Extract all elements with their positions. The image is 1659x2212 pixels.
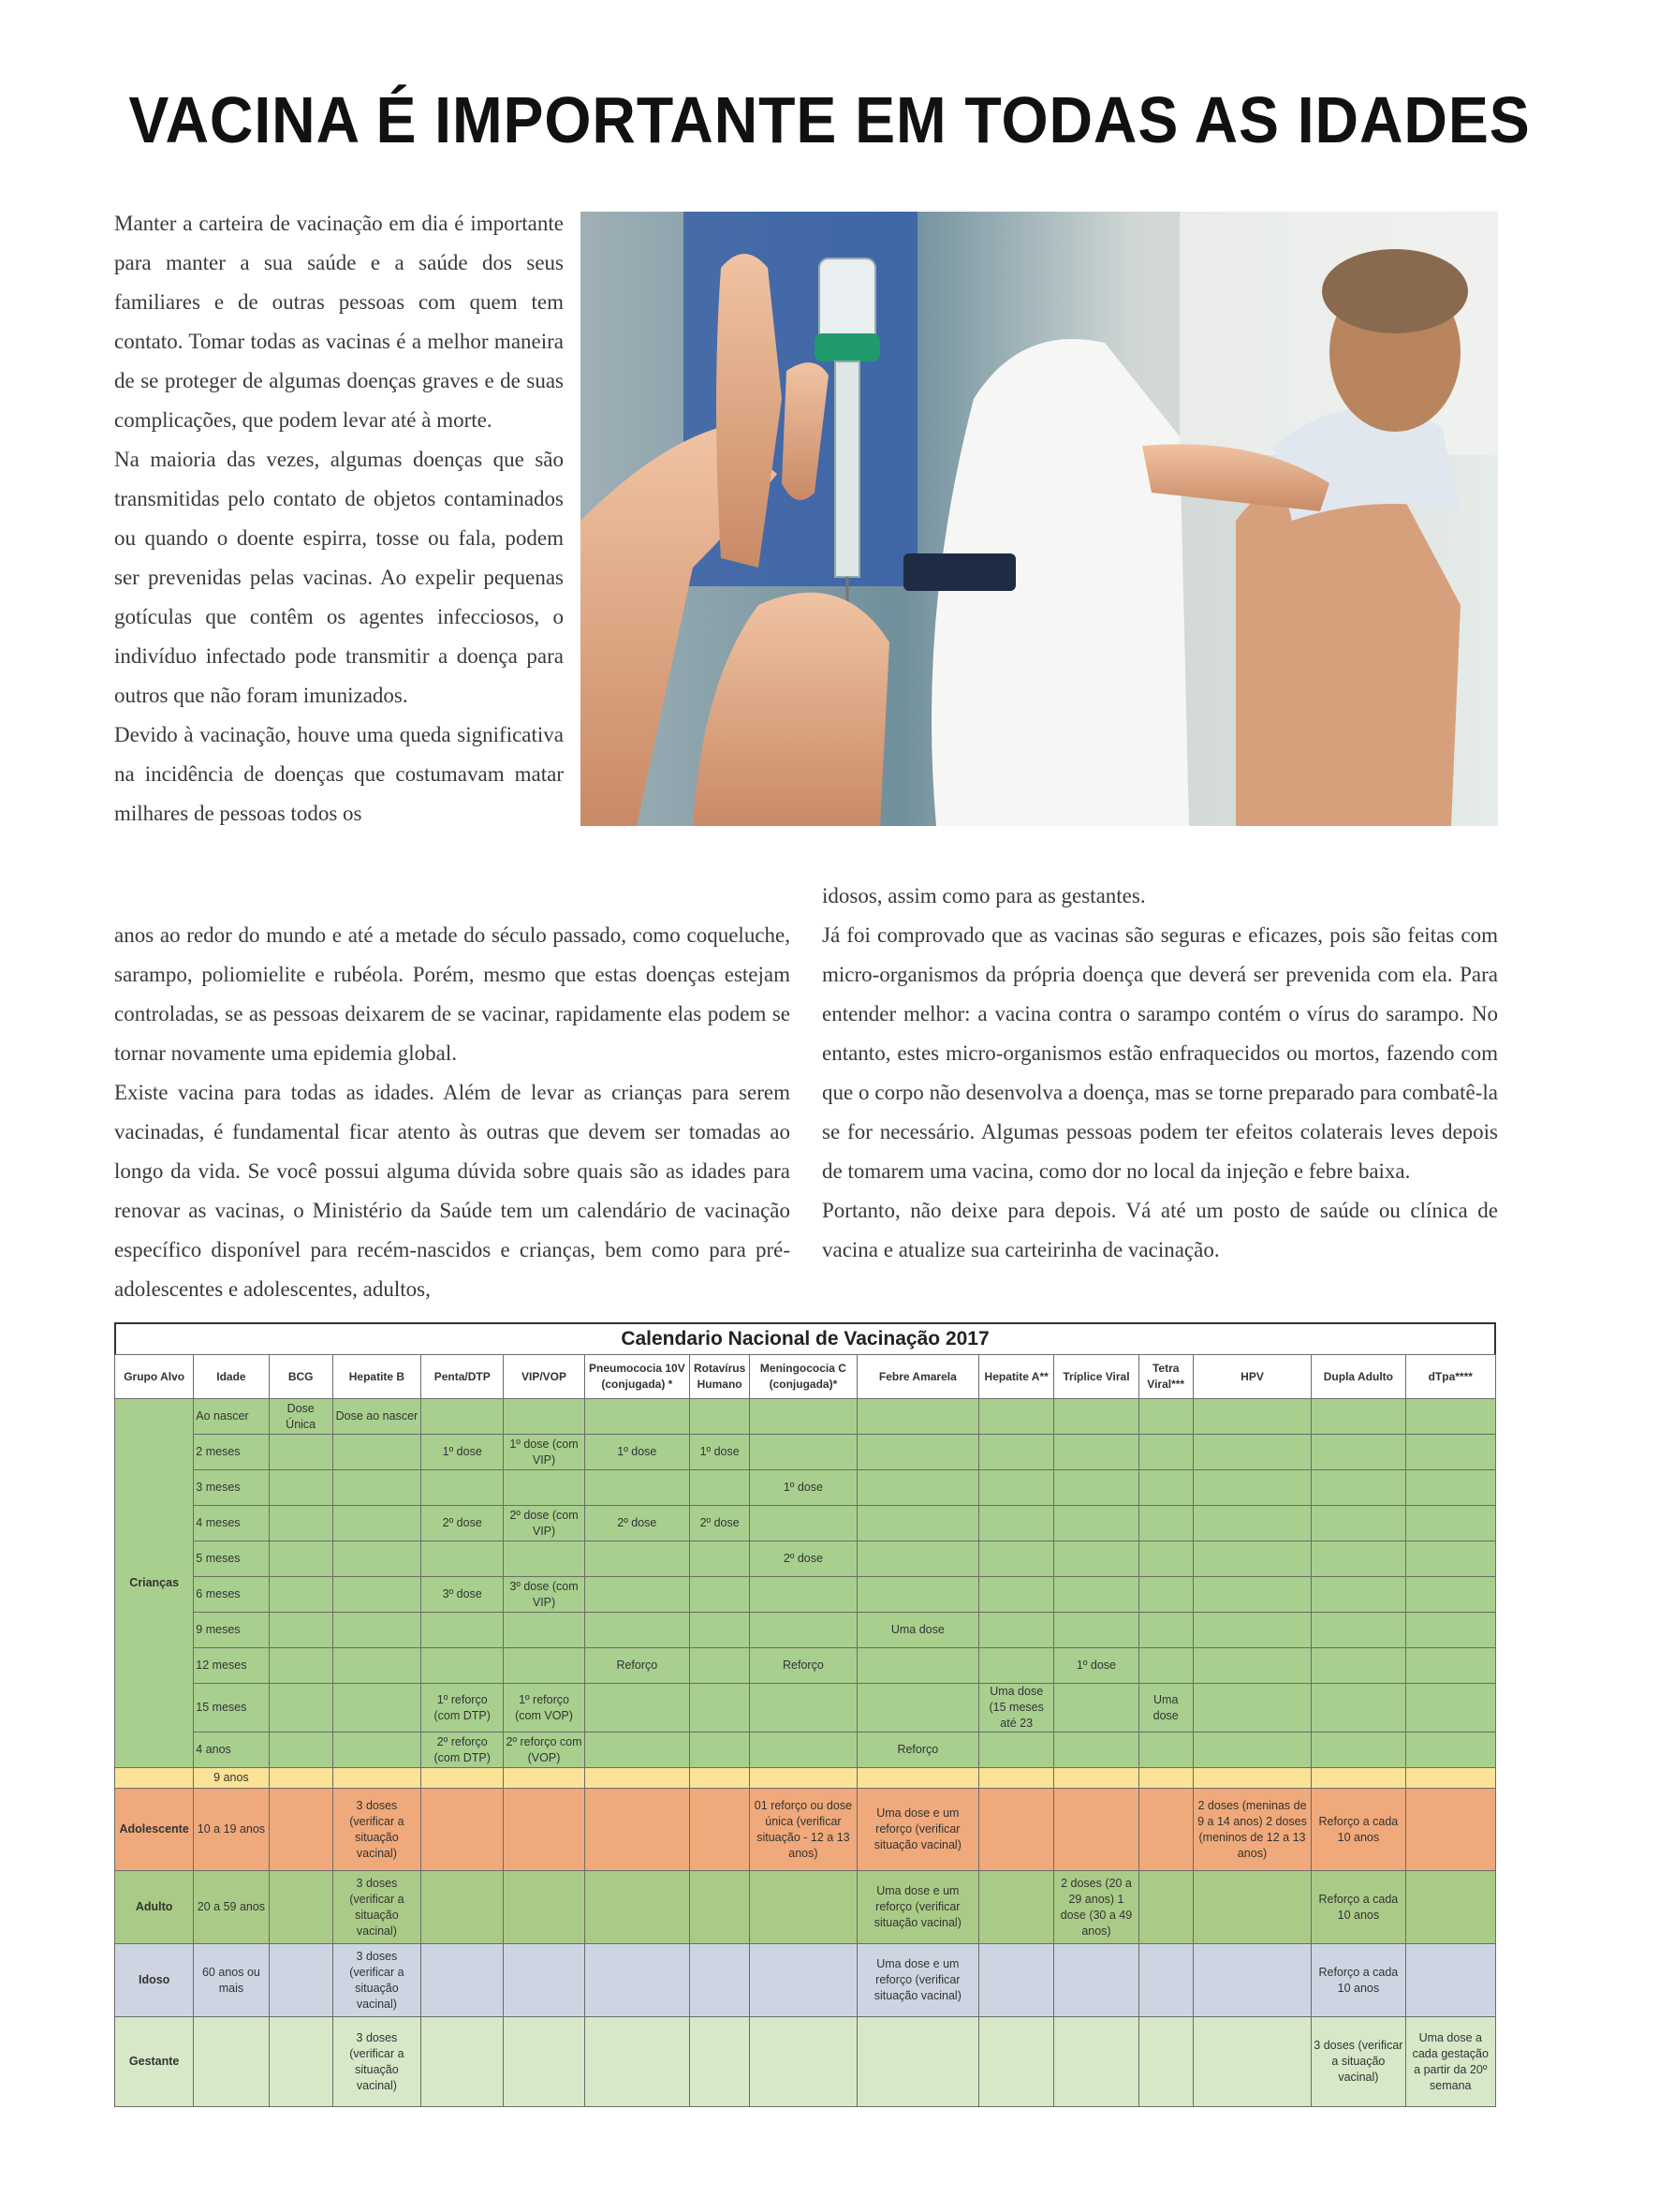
table-cell: 2º reforço (com DTP) — [421, 1733, 504, 1768]
table-cell — [332, 1613, 420, 1648]
table-cell: 1º reforço (com VOP) — [504, 1684, 584, 1733]
column-header: Penta/DTP — [421, 1355, 504, 1399]
table-cell — [1054, 1399, 1138, 1435]
table-cell — [1193, 1733, 1311, 1768]
group-label — [115, 1768, 194, 1789]
table-cell — [421, 1871, 504, 1944]
table-cell — [857, 1470, 978, 1506]
table-cell — [504, 1768, 584, 1789]
table-cell — [1054, 1470, 1138, 1506]
table-cell: 3 doses (verificar a situação vacinal) — [332, 1789, 420, 1871]
table-cell: Reforço a cada 10 anos — [1312, 1789, 1405, 1871]
table-cell — [690, 1871, 750, 1944]
table-cell: Dose Única — [269, 1399, 332, 1435]
table-cell — [690, 1768, 750, 1789]
table-cell — [421, 1789, 504, 1871]
table-cell — [421, 2017, 504, 2107]
table-cell — [1312, 1648, 1405, 1684]
column-header: Dupla Adulto — [1312, 1355, 1405, 1399]
table-cell — [584, 1470, 689, 1506]
table-cell: 1º dose — [750, 1470, 857, 1506]
table-cell — [979, 1648, 1054, 1684]
table-cell — [979, 1470, 1054, 1506]
table-cell — [1405, 1577, 1495, 1613]
age-cell: 20 a 59 anos — [194, 1871, 269, 1944]
age-cell: 6 meses — [194, 1577, 269, 1613]
table-cell — [1193, 2017, 1311, 2107]
table-cell — [1312, 1541, 1405, 1577]
table-cell — [750, 1613, 857, 1648]
table-row — [115, 2017, 1496, 2107]
table-cell: Uma dose a cada gestação a partir da 20º semana — [1405, 2017, 1495, 2107]
age-cell: Ao nascer — [194, 1399, 269, 1435]
table-cell — [504, 1541, 584, 1577]
table-cell — [1138, 1541, 1193, 1577]
table-cell — [1054, 1733, 1138, 1768]
table-cell — [269, 2017, 332, 2107]
table-cell — [332, 1470, 420, 1506]
table-cell — [690, 1541, 750, 1577]
age-cell: 9 meses — [194, 1613, 269, 1648]
table-cell — [1405, 1399, 1495, 1435]
table-cell — [750, 1684, 857, 1733]
page-headline: VACINA É IMPORTANTE EM TODAS AS IDADES — [128, 83, 1531, 156]
table-cell — [269, 1648, 332, 1684]
table-cell: Reforço — [584, 1648, 689, 1684]
age-cell: 2 meses — [194, 1435, 269, 1470]
table-cell — [857, 1435, 978, 1470]
table-cell: 3º dose (com VIP) — [504, 1577, 584, 1613]
table-cell — [1138, 2017, 1193, 2107]
table-cell — [584, 1577, 689, 1613]
table-cell — [979, 1789, 1054, 1871]
table-row — [115, 1470, 1496, 1506]
age-cell: 60 anos ou mais — [194, 1944, 269, 2017]
table-cell: Dose ao nascer — [332, 1399, 420, 1435]
article-column-lower-left — [114, 916, 790, 1309]
table-row — [115, 1871, 1496, 1944]
table-cell: 2º reforço com (VOP) — [504, 1733, 584, 1768]
table-cell — [1138, 1399, 1193, 1435]
age-cell: 12 meses — [194, 1648, 269, 1684]
table-cell: Uma dose — [857, 1613, 978, 1648]
table-cell — [857, 1541, 978, 1577]
table-cell: Uma dose (15 meses até 23 — [979, 1684, 1054, 1733]
table-cell — [1312, 1577, 1405, 1613]
table-cell: Uma dose e um reforço (verificar situação vacinal) — [857, 1871, 978, 1944]
table-cell — [857, 2017, 978, 2107]
table-cell — [332, 1733, 420, 1768]
table-cell — [269, 1577, 332, 1613]
table-cell — [1312, 1733, 1405, 1768]
table-cell — [1138, 1733, 1193, 1768]
table-cell — [1193, 1768, 1311, 1789]
table-cell — [979, 1613, 1054, 1648]
table-cell — [1405, 1435, 1495, 1470]
article-paragraph: Já foi comprovado que as vacinas são seguras e eficazes, pois são feitas com micro-organismos da própria doença que deverá ser prevenida com ela. Para entender melhor: a vacina contra o sarampo contém o vírus do sarampo. No entanto, estes micro-organismos estão enfraquecidos ou mortos, fazendo com que o corpo não desenvolva a doença, mas se torne preparado para combatê-la se for necessário. Algumas pessoas podem ter efeitos colaterais leves depois de tomarem uma vacina, como dor no local da injeção e febre baixa. — [822, 923, 1498, 1183]
table-row — [115, 1789, 1496, 1871]
table-cell — [1405, 1613, 1495, 1648]
table-cell — [332, 1648, 420, 1684]
table-cell — [1312, 1506, 1405, 1541]
table-cell: Uma dose — [1138, 1684, 1193, 1733]
table-cell — [1138, 1944, 1193, 2017]
table-cell — [979, 1871, 1054, 1944]
table-cell — [1405, 1871, 1495, 1944]
table-cell — [979, 1733, 1054, 1768]
table-cell — [332, 1768, 420, 1789]
table-cell — [857, 1684, 978, 1733]
table-cell — [504, 1470, 584, 1506]
table-cell — [421, 1944, 504, 2017]
table-cell — [750, 1733, 857, 1768]
table-cell — [1138, 1648, 1193, 1684]
table-cell — [1054, 1506, 1138, 1541]
group-label: Gestante — [115, 2017, 194, 2107]
table-cell — [421, 1613, 504, 1648]
table-cell — [1312, 1684, 1405, 1733]
age-cell: 10 a 19 anos — [194, 1789, 269, 1871]
article-column-right — [822, 877, 1498, 1270]
table-cell — [332, 1577, 420, 1613]
article-paragraph: Portanto, não deixe para depois. Vá até um posto de saúde ou clínica de vacina e atualize sua carteirinha de vacinação. — [822, 1199, 1498, 1261]
group-label: Adulto — [115, 1871, 194, 1944]
table-cell — [269, 1871, 332, 1944]
table-cell — [504, 1789, 584, 1871]
table-cell — [504, 1613, 584, 1648]
table-cell — [690, 1733, 750, 1768]
vaccination-calendar — [114, 1322, 1496, 2107]
table-cell — [1054, 1435, 1138, 1470]
table-row — [115, 1506, 1496, 1541]
column-header: Grupo Alvo — [115, 1355, 194, 1399]
table-cell — [1312, 1613, 1405, 1648]
table-cell — [1193, 1399, 1311, 1435]
age-cell: 4 meses — [194, 1506, 269, 1541]
table-cell — [1193, 1577, 1311, 1613]
table-cell: 2º dose — [584, 1506, 689, 1541]
table-cell: 1º dose — [1054, 1648, 1138, 1684]
column-header: dTpa**** — [1405, 1355, 1495, 1399]
table-row — [115, 1768, 1496, 1789]
table-cell — [1193, 1613, 1311, 1648]
table-cell — [421, 1470, 504, 1506]
table-cell — [857, 1506, 978, 1541]
table-cell: Reforço — [750, 1648, 857, 1684]
table-cell — [1138, 1871, 1193, 1944]
table-cell — [1193, 1506, 1311, 1541]
table-cell: 3 doses (verificar a situação vacinal) — [1312, 2017, 1405, 2107]
table-cell — [421, 1648, 504, 1684]
table-cell — [269, 1684, 332, 1733]
table-row — [115, 1577, 1496, 1613]
table-cell — [269, 1506, 332, 1541]
table-cell: Uma dose e um reforço (verificar situação vacinal) — [857, 1789, 978, 1871]
table-cell: 2 doses (meninas de 9 a 14 anos) 2 doses (meninos de 12 a 13 anos) — [1193, 1789, 1311, 1871]
table-cell — [750, 1399, 857, 1435]
table-cell: 01 reforço ou dose única (verificar situação - 12 a 13 anos) — [750, 1789, 857, 1871]
table-cell: 3º dose — [421, 1577, 504, 1613]
table-cell — [269, 1541, 332, 1577]
table-cell — [332, 1435, 420, 1470]
table-cell — [1138, 1470, 1193, 1506]
column-header: Pneumococia 10V (conjugada) * — [584, 1355, 689, 1399]
table-cell — [979, 1577, 1054, 1613]
table-cell — [269, 1470, 332, 1506]
table-cell: Reforço a cada 10 anos — [1312, 1944, 1405, 2017]
column-header: VIP/VOP — [504, 1355, 584, 1399]
table-cell: 2º dose (com VIP) — [504, 1506, 584, 1541]
table-cell — [690, 2017, 750, 2107]
table-cell — [1054, 1789, 1138, 1871]
age-cell: 9 anos — [194, 1768, 269, 1789]
table-cell — [584, 1399, 689, 1435]
table-cell: 1º dose — [690, 1435, 750, 1470]
table-cell — [979, 1435, 1054, 1470]
table-cell: 2 doses (20 a 29 anos) 1 dose (30 a 49 anos) — [1054, 1871, 1138, 1944]
table-cell — [1405, 1733, 1495, 1768]
table-cell — [750, 1944, 857, 2017]
table-cell — [584, 2017, 689, 2107]
table-cell — [332, 1684, 420, 1733]
table-cell — [269, 1768, 332, 1789]
table-cell — [1054, 1613, 1138, 1648]
table-cell — [504, 1871, 584, 1944]
table-cell — [584, 1944, 689, 2017]
column-header: Febre Amarela — [857, 1355, 978, 1399]
table-cell — [1405, 1789, 1495, 1871]
table-cell — [504, 1648, 584, 1684]
table-cell — [857, 1648, 978, 1684]
table-cell — [1054, 1768, 1138, 1789]
table-cell — [690, 1613, 750, 1648]
table-cell — [1138, 1577, 1193, 1613]
table-cell — [1054, 2017, 1138, 2107]
table-cell — [584, 1684, 689, 1733]
table-cell: 1º dose — [584, 1435, 689, 1470]
table-cell — [1054, 1684, 1138, 1733]
table-cell — [1193, 1944, 1311, 2017]
group-label: Idoso — [115, 1944, 194, 2017]
table-cell — [1138, 1506, 1193, 1541]
table-cell — [584, 1768, 689, 1789]
table-cell — [1405, 1944, 1495, 2017]
table-cell — [1405, 1648, 1495, 1684]
table-cell — [979, 1944, 1054, 2017]
table-cell — [979, 1768, 1054, 1789]
table-title: Calendario Nacional de Vacinação 2017 — [114, 1322, 1496, 1354]
table-cell: 1º reforço (com DTP) — [421, 1684, 504, 1733]
table-cell — [1193, 1684, 1311, 1733]
table-row — [115, 1399, 1496, 1435]
age-cell: 4 anos — [194, 1733, 269, 1768]
table-cell — [1193, 1470, 1311, 1506]
table-cell — [750, 1435, 857, 1470]
table-cell: 3 doses (verificar a situação vacinal) — [332, 1871, 420, 1944]
table-cell — [1193, 1435, 1311, 1470]
table-cell: 1º dose (com VIP) — [504, 1435, 584, 1470]
table-cell — [690, 1789, 750, 1871]
column-header: Idade — [194, 1355, 269, 1399]
table-cell — [690, 1648, 750, 1684]
article-paragraph: Na maioria das vezes, algumas doenças que são transmitidas pelo contato de objetos contaminados ou quando o doente espirra, tosse ou fala, podem ser prevenidas pelas vacinas. Ao expelir pequenas gotículas que contêm os agentes infecciosos, o indivíduo infectado pode transmitir a doença para outros que não foram imunizados. — [114, 448, 564, 707]
column-header: BCG — [269, 1355, 332, 1399]
table-header-row — [115, 1355, 1496, 1399]
table-cell — [1312, 1399, 1405, 1435]
table-cell — [269, 1733, 332, 1768]
table-cell — [979, 1506, 1054, 1541]
table-cell: 2º dose — [690, 1506, 750, 1541]
table-cell — [1138, 1613, 1193, 1648]
table-row — [115, 1613, 1496, 1648]
table-cell: 2º dose — [421, 1506, 504, 1541]
vaccination-photo — [580, 212, 1498, 826]
table-cell — [269, 1944, 332, 2017]
article-paragraph: idosos, assim como para as gestantes. — [822, 884, 1146, 907]
table-cell — [750, 1506, 857, 1541]
table-cell — [750, 2017, 857, 2107]
table-cell — [979, 2017, 1054, 2107]
age-cell: 15 meses — [194, 1684, 269, 1733]
table-cell — [1054, 1541, 1138, 1577]
table-cell — [1405, 1541, 1495, 1577]
table-cell — [269, 1789, 332, 1871]
table-cell — [421, 1768, 504, 1789]
table-row — [115, 1944, 1496, 2017]
table-cell — [421, 1399, 504, 1435]
table-cell — [690, 1684, 750, 1733]
table-cell — [750, 1871, 857, 1944]
table-cell: Reforço — [857, 1733, 978, 1768]
table-cell — [1312, 1768, 1405, 1789]
table-cell — [857, 1577, 978, 1613]
age-cell — [194, 2017, 269, 2107]
table-cell: 3 doses (verificar a situação vacinal) — [332, 2017, 420, 2107]
vaccination-calendar-table — [114, 1322, 1496, 2107]
table-row — [115, 1435, 1496, 1470]
column-header: HPV — [1193, 1355, 1311, 1399]
table-cell — [504, 2017, 584, 2107]
column-header: Tetra Viral*** — [1138, 1355, 1193, 1399]
article-column-left — [114, 204, 564, 833]
table-cell — [1405, 1684, 1495, 1733]
table-cell — [1312, 1435, 1405, 1470]
table-cell — [1193, 1871, 1311, 1944]
table-cell — [504, 1399, 584, 1435]
table-cell — [857, 1768, 978, 1789]
table-cell — [584, 1613, 689, 1648]
table-cell — [332, 1506, 420, 1541]
age-cell: 3 meses — [194, 1470, 269, 1506]
group-label: Adolescente — [115, 1789, 194, 1871]
table-cell: 2º dose — [750, 1541, 857, 1577]
table-cell — [332, 1541, 420, 1577]
column-header: Tríplice Viral — [1054, 1355, 1138, 1399]
column-header: Rotavírus Humano — [690, 1355, 750, 1399]
table-cell — [1054, 1577, 1138, 1613]
table-cell — [584, 1733, 689, 1768]
table-cell — [1405, 1470, 1495, 1506]
table-cell — [421, 1541, 504, 1577]
table-cell — [1054, 1944, 1138, 2017]
table-cell — [269, 1613, 332, 1648]
table-cell — [1193, 1648, 1311, 1684]
column-header: Hepatite B — [332, 1355, 420, 1399]
table-cell — [979, 1541, 1054, 1577]
article-paragraph: Manter a carteira de vacinação em dia é importante para manter a sua saúde e a saúde dos seus familiares e de outras pessoas com quem tem contato. Tomar todas as vacinas é a melhor maneira de se proteger de algumas doenças graves e de suas complicações, que podem levar até à morte. — [114, 212, 564, 432]
table-cell: 3 doses (verificar a situação vacinal) — [332, 1944, 420, 2017]
table-cell — [690, 1944, 750, 2017]
table-cell — [690, 1470, 750, 1506]
article-paragraph: Devido à vacinação, houve uma queda significativa na incidência de doenças que costumavam matar milhares de pessoas todos os — [114, 723, 564, 825]
article-paragraph: anos ao redor do mundo e até a metade do século passado, como coqueluche, sarampo, poliomielite e rubéola. Porém, mesmo que estas doenças estejam controladas, se as pessoas deixarem de se vacinar, rapidamente elas podem se tornar novamente uma epidemia global. — [114, 923, 790, 1065]
table-cell — [690, 1577, 750, 1613]
table-cell — [690, 1399, 750, 1435]
column-header: Meningococia C (conjugada)* — [750, 1355, 857, 1399]
table-cell — [1405, 1768, 1495, 1789]
table-cell — [750, 1768, 857, 1789]
table-cell — [1193, 1541, 1311, 1577]
table-row — [115, 1733, 1496, 1768]
table-row — [115, 1541, 1496, 1577]
article-paragraph: Existe vacina para todas as idades. Além de levar as crianças para serem vacinadas, é fundamental ficar atento às outras que devem ser tomadas ao longo da vida. Se você possui alguma dúvida sobre quais são as idades para renovar as vacinas, o Ministério da Saúde tem um calendário de vacinação específico disponível para recém-nascidos e crianças, bem como para pré-adolescentes e adolescentes, adultos, — [114, 1081, 790, 1301]
table-row — [115, 1648, 1496, 1684]
table-cell — [269, 1435, 332, 1470]
table-cell — [504, 1944, 584, 2017]
table-cell — [584, 1541, 689, 1577]
table-cell — [584, 1789, 689, 1871]
table-cell — [584, 1871, 689, 1944]
table-cell — [857, 1399, 978, 1435]
table-cell: Reforço a cada 10 anos — [1312, 1871, 1405, 1944]
column-header: Hepatite A** — [979, 1355, 1054, 1399]
table-row — [115, 1684, 1496, 1733]
age-cell: 5 meses — [194, 1541, 269, 1577]
group-label: Crianças — [115, 1399, 194, 1768]
table-cell — [1138, 1435, 1193, 1470]
table-cell: 1º dose — [421, 1435, 504, 1470]
table-cell: Uma dose e um reforço (verificar situação vacinal) — [857, 1944, 978, 2017]
table-cell — [1405, 1506, 1495, 1541]
table-cell — [1138, 1768, 1193, 1789]
table-cell — [1138, 1789, 1193, 1871]
table-cell — [979, 1399, 1054, 1435]
table-cell — [750, 1577, 857, 1613]
table-cell — [1312, 1470, 1405, 1506]
